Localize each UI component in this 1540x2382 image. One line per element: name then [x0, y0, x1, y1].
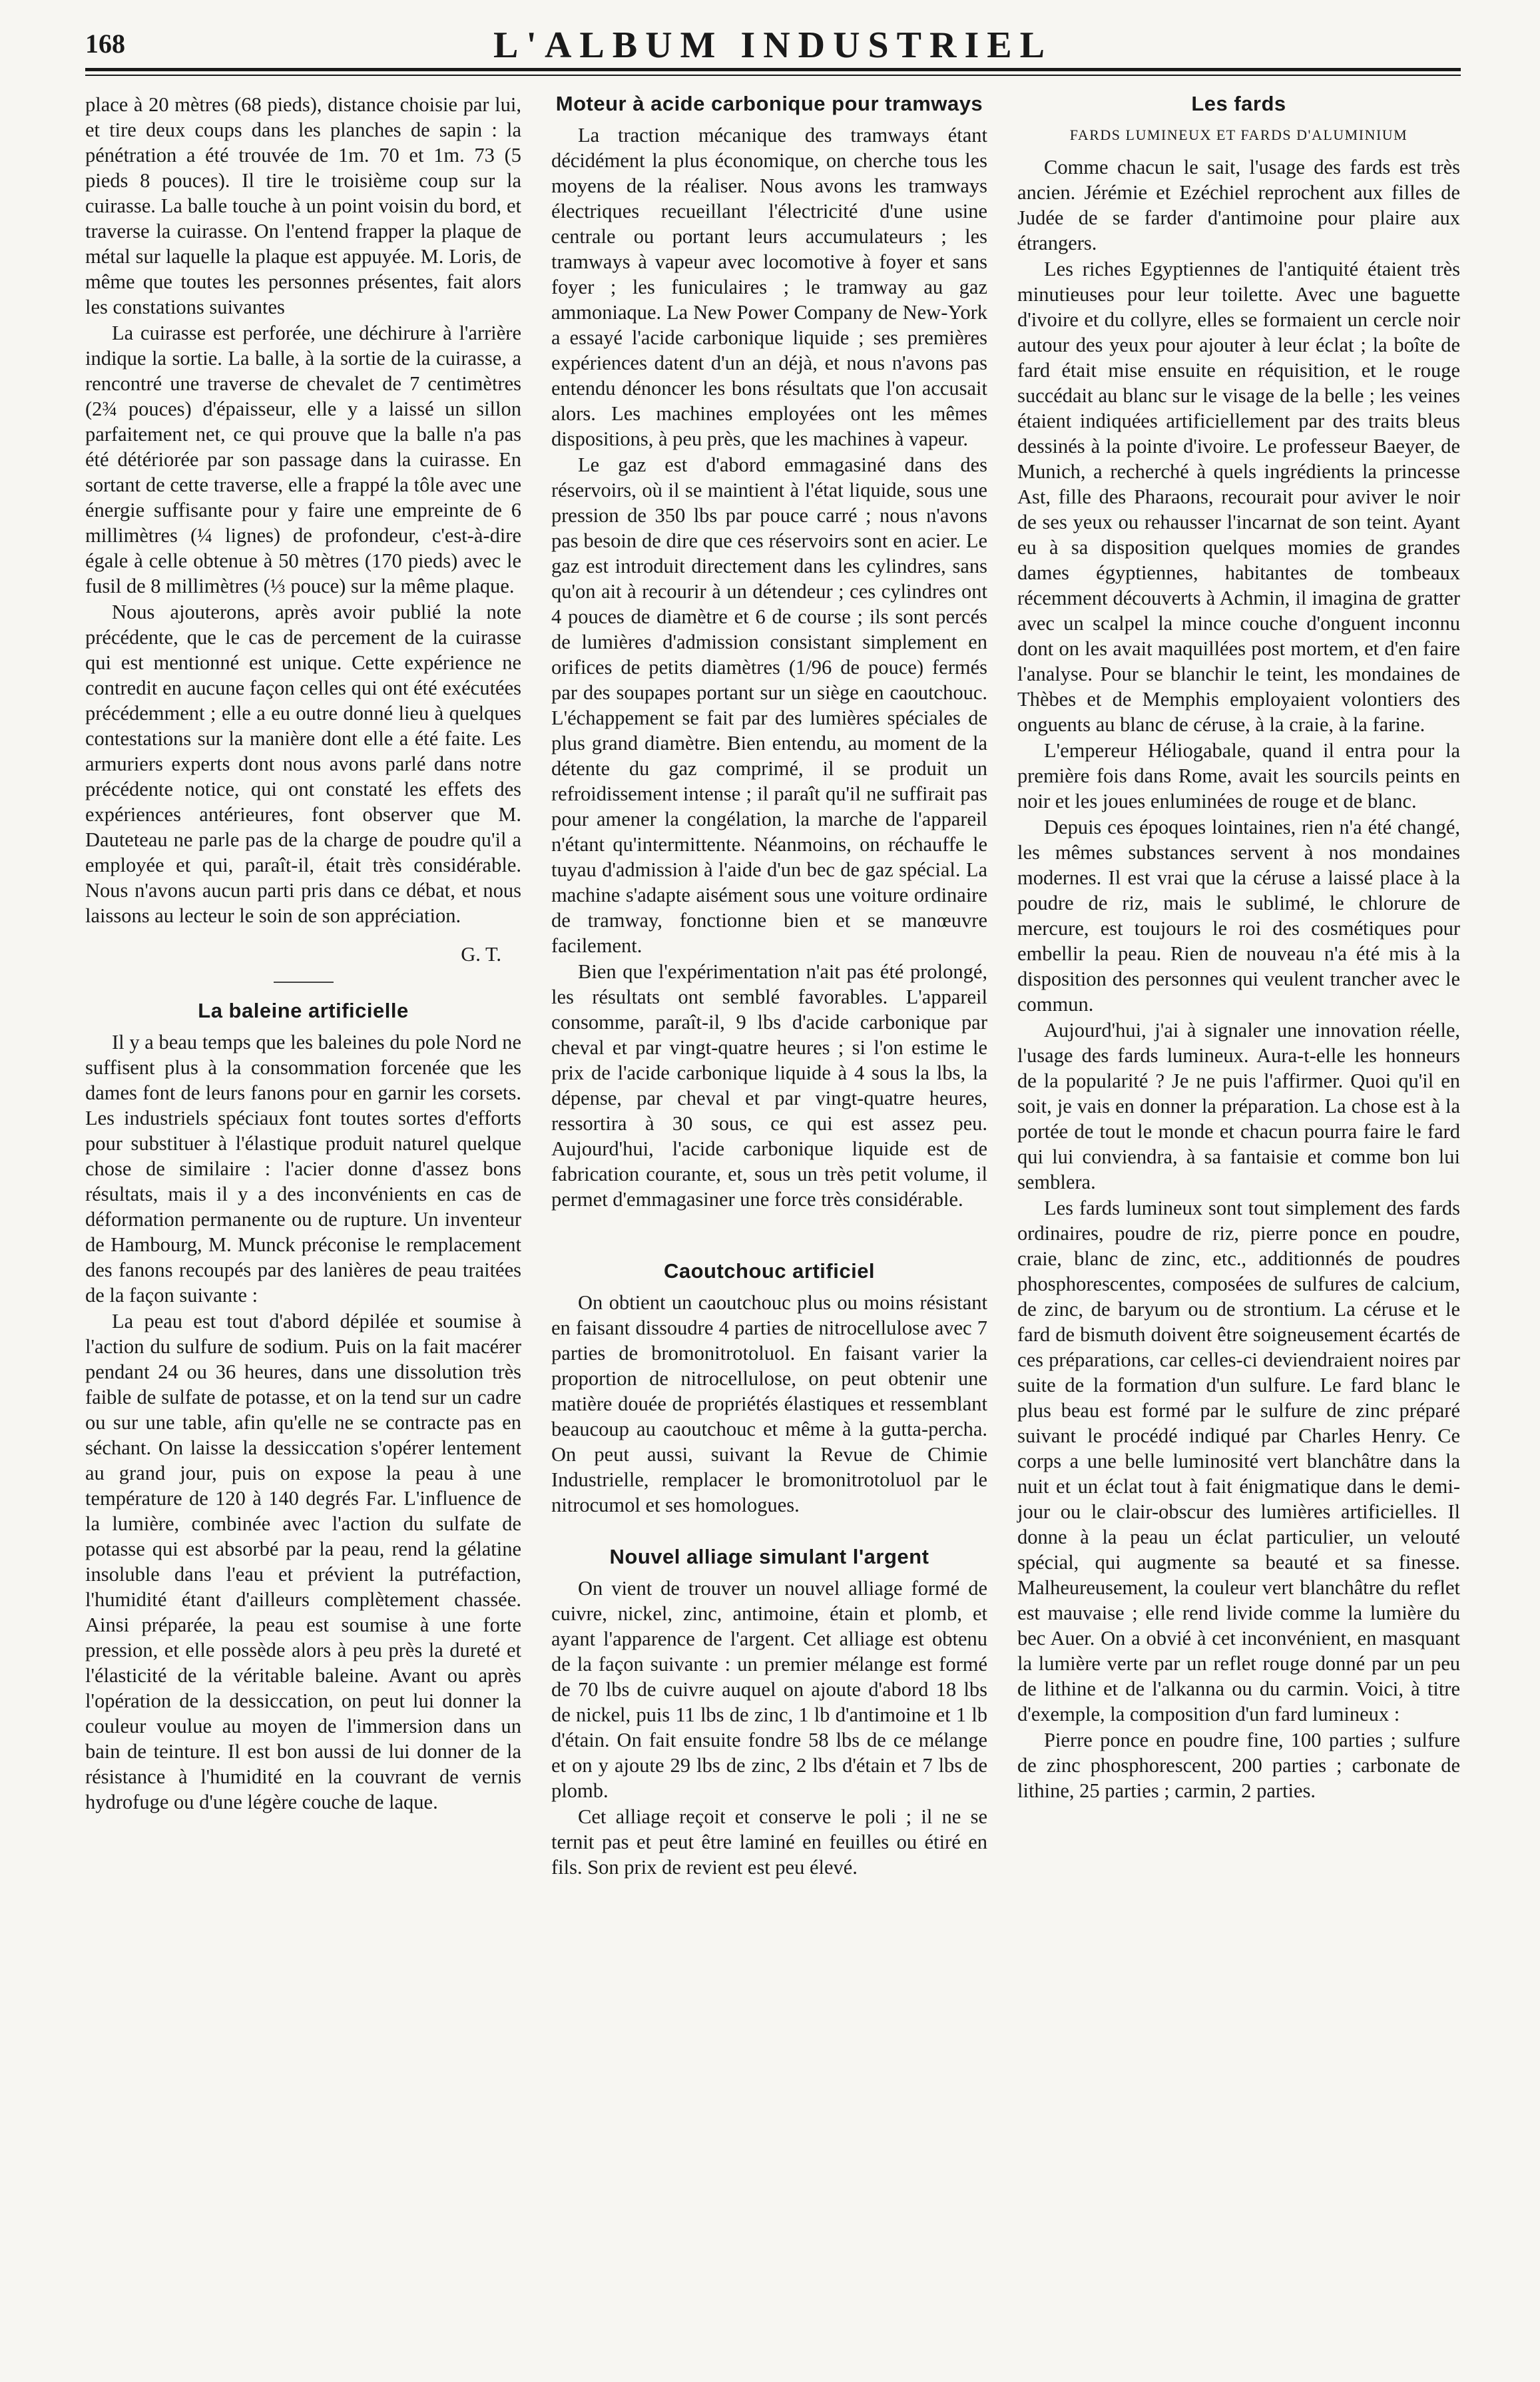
article-title: Caoutchouc artificiel	[663, 1259, 876, 1283]
spacer	[551, 1518, 987, 1545]
spacer	[551, 1213, 987, 1259]
paragraph: L'empereur Héliogabale, quand il entra pour la première fois dans Rome, avait les sourcils peints en noir et les joues enluminées de rouge et de blanc.	[1017, 739, 1460, 812]
article-title: Moteur à acide carbonique pour tramways	[555, 92, 983, 115]
paragraph: Aujourd'hui, j'ai à signaler une innovation réelle, l'usage des fards lumineux. Aura-t-elle les honneurs de la popularité ? Je ne puis l'affirmer. Quoi qu'il en soit, je vais en donner la préparation. La chose est à la portée de tout le monde et chacun pourra faire le fard qui lui conviendra, à sa fantaisie et comme bon lui semblera.	[1017, 1019, 1460, 1193]
paragraph: Depuis ces époques lointaines, rien n'a été changé, les mêmes substances servent à nos mondaines modernes. Il est vrai que la céruse a laissé place à la poudre de riz, mais le sublimé, le chlorure de mercure, est toujours le roi des cosmétiques pour embellir la peau. Rien de nouveau n'a été mis à la disposition des personnes qui veulent trancher avec le commun.	[1017, 816, 1460, 1016]
masthead-title: L'ALBUM INDUSTRIEL	[493, 25, 1053, 66]
column-middle	[551, 92, 987, 1881]
column-left	[85, 92, 521, 1815]
article-separator	[274, 982, 334, 983]
page-number: 168	[85, 29, 125, 59]
paragraph: Les riches Egyptiennes de l'antiquité étaient très minutieuses pour leur toilette. Avec une baguette d'ivoire et du collyre, elles se formaient un cercle noir autour des yeux pour ajouter à leur éclat ; la boîte de fard était mise ensuite en réquisition, et le rouge succédait au blanc sur le visage de la belle ; les veines étaient indiquées artificiellement par des traits bleus dessinés à la pointe d'ivoire. Le professeur Baeyer, de Munich, a recherché à quels ingrédients la princesse Ast, fille des Pharaons, recourait pour aviver le noir de ses yeux ou rehausser l'incarnat de son teint. Ayant eu à sa disposition quelques momies de grandes dames égyptiennes, habitantes de tombeaux récemment découverts à Achmin, il imagina de gratter avec un scalpel la mince couche d'onguent inconnu dont on les avait maquillées post mortem, et d'en faire l'analyse. Pour se blanchir le teint, les mondaines de Thèbes et de Memphis employaient volontiers des onguents au blanc de céruse, à la craie, à la farine.	[1017, 258, 1460, 736]
paragraph: Le gaz est d'abord emmagasiné dans des réservoirs, où il se maintient à l'état liquide, sous une pression de 350 lbs par pouce carré ; nous n'avons pas besoin de dire que ces réservoirs sont en acier. Le gaz est introduit directement dans les cylindres, sans qu'on ait à recourir à un détendeur ; ces cylindres ont 4 pouces de diamètre et 6 de course ; ils sont percés de lumières d'admission consistant simplement en orifices de petits diamètres (1/96 de pouce) fermés par des soupapes portant sur un siège en caoutchouc. L'échappement se fait par des lumières spéciales de plus grand diamètre. Bien entendu, au moment de la détente du gaz comprimé, il se produit un refroidissement intense ; il paraît qu'il ne suffirait pas pour amener la congélation, la marche de l'appareil n'étant qu'intermittente. Néanmoins, on réchauffe le tuyau d'admission à l'aide d'un bec de gaz spécial. La machine s'adapte aisément sous une voiture ordinaire de tramway, fonctionne bien et se manœuvre facilement.	[551, 453, 987, 957]
paragraph: Comme chacun le sait, l'usage des fards est très ancien. Jérémie et Ezéchiel reprochent aux filles de Judée de se farder d'antimoine pour plaire aux étrangers.	[1017, 156, 1460, 254]
page-header	[85, 24, 1461, 68]
paragraph: Bien que l'expérimentation n'ait pas été prolongé, les résultats ont semblé favorables. L'appareil consomme, paraît-il, 9 lbs d'acide carbonique par cheval et par vingt-quatre heures ; si l'on estime le prix de l'acide carbonique liquide à 4 sous la lbs, la dépense, par cheval et par vingt-quatre heures, ressortira à 30 sous, ce qui est assez peu. Aujourd'hui, l'acide carbonique liquide est de fabrication courante, et, sous un très petit volume, il permet d'emmagasiner une force très considérable.	[551, 960, 987, 1211]
paragraph: place à 20 mètres (68 pieds), distance choisie par lui, et tire deux coups dans les planches de sapin : la pénétration a été trouvée de 1m. 70 et 1m. 73 (5 pieds 8 pouces). Il tire le troisième coup sur la cuirasse. La balle touche à un point voisin du bord, et traverse la cuirasse. On l'entend frapper la plaque de métal sur laquelle la plaque est appuyée. M. Loris, de même que toutes les personnes présentes, fait alors les constations suivantes	[85, 93, 521, 318]
paragraph: La traction mécanique des tramways étant décidément la plus économique, on cherche tous les moyens de la réaliser. Nous avons les tramways électriques recueillant l'électricité d'une usine centrale ou portant leurs accumulateurs ; les tramways à vapeur avec locomotive à foyer et sans foyer ; les funiculaires ; le tramway au gaz ammoniaque. La New Power Company de New-York a essayé l'acide carbonique liquide ; ses premières expériences datent d'un an déjà, et nous n'avons pas entendu dénoncer les bons résultats que l'on accusait alors. Les machines employées ont les mêmes dispositions, à peu près, que les machines à vapeur.	[551, 124, 987, 450]
article-title: Les fards	[1191, 92, 1286, 115]
header-rule-thick	[85, 68, 1461, 71]
article-signature: G. T.	[461, 943, 501, 966]
paragraph: La peau est tout d'abord dépilée et soumise à l'action du sulfure de sodium. Puis on la fait macérer pendant 24 ou 36 heures, dans une dissolution très faible de sulfate de potasse, et on la tend sur un cadre ou sur une table, afin qu'elle ne se contracte pas en séchant. On laisse la dessiccation s'opérer lentement au grand jour, puis on expose la peau à une température de 120 à 140 degrés Far. L'influence de la lumière, combinée avec l'action du sulfate de potasse qui est absorbé par la peau, rend la gélatine insoluble dans l'eau et prévient la putréfaction, l'humidité étant d'ailleurs complètement chassée. Ainsi préparée, la peau est soumise à une forte pression, et elle possède alors à peu près la dureté et l'élasticité de la véritable baleine. Avant ou après l'opération de la dessiccation, on peut lui donner la couleur voulue au moyen de l'immersion dans un bain de teinture. Il est bon aussi de lui donner de la résistance à l'humidité en la couvrant de vernis hydrofuge ou d'une légère couche de laque.	[85, 1310, 521, 1813]
paragraph: Il y a beau temps que les baleines du pole Nord ne suffisent plus à la consommation forcenée que les dames font de leurs fanons pour en garnir les corsets. Les industriels spéciaux font toutes sortes d'efforts pour substituer à l'élastique produit naturel quelque chose de similaire : l'acier donne d'assez bons résultats, mais il y a des inconvénients en cas de déformation permanente ou de rupture. Un inventeur de Hambourg, M. Munck préconise le remplacement des fanons recoupés par des lanières de peau traitées de la façon suivante :	[85, 1031, 521, 1307]
header-rule-thin	[85, 75, 1461, 76]
article-subtitle: FARDS LUMINEUX ET FARDS D'ALUMINIUM	[1069, 127, 1408, 143]
paragraph: Cet alliage reçoit et conserve le poli ; il ne se ternit pas et peut être laminé en feuilles ou étiré en fils. Son prix de revient est peu élevé.	[551, 1805, 987, 1879]
paragraph: On vient de trouver un nouvel alliage formé de cuivre, nickel, zinc, antimoine, étain et plomb, et ayant l'apparence de l'argent. Cet alliage est obtenu de la façon suivante : un premier mélange est formé de 70 lbs de cuivre auquel on ajoute d'abord 18 lbs de nickel, puis 11 lbs de zinc, 1 lb d'antimoine et 1 lb d'étain. On fait ensuite fondre 58 lbs de ce mélange et on y ajoute 29 lbs de zinc, 2 lbs d'étain et 7 lbs de plomb.	[551, 1577, 987, 1802]
column-right	[1017, 92, 1460, 1804]
paragraph: On obtient un caoutchouc plus ou moins résistant en faisant dissoudre 4 parties de nitrocellulose avec 7 parties de bromonitrotoluol. En faisant varier la proportion de nitrocellulose, on peut obtenir une matière douée de propriétés élastiques et ressemblant beaucoup au caoutchouc et même à la gutta-percha. On peut aussi, suivant la Revue de Chimie Industrielle, remplacer le bromonitrotoluol par le nitrocumol et ses homologues.	[551, 1291, 987, 1516]
article-title: Nouvel alliage simulant l'argent	[609, 1545, 929, 1568]
paragraph: Nous ajouterons, après avoir publié la note précédente, que le cas de percement de la cuirasse qui est mentionné est unique. Cette expérience ne contredit en aucune façon celles qui ont été exécutées précédemment ; elle a eu outre donné lieu à quelques contestations sur la manière dont elle a été faite. Les armuriers experts dont nous avons parlé dans notre précédente notice, qui ont constaté les effets des expériences antérieures, font observer que M. Dauteteau ne parle pas de la charge de poudre qu'il a employée et qui, paraît-il, était très considérable. Nous n'avons aucun parti pris dans ce débat, et nous laissons au lecteur le soin de son appréciation.	[85, 601, 521, 927]
paragraph: Les fards lumineux sont tout simplement des fards ordinaires, poudre de riz, pierre ponce en poudre, craie, blanc de zinc, etc., additionnés de poudres phosphorescentes, composées de sulfures de calcium, de zinc, de baryum ou de strontium. La céruse et le fard de bismuth doivent être soigneusement écartés de ces préparations, car celles-ci deviendraient noires par suite de la formation d'un sulfure. Le fard blanc le plus beau est formé par le sulfure de zinc préparé suivant le procédé indiqué par Charles Henry. Ce corps a une belle luminosité vert blanchâtre dans la nuit et un éclat tout à fait énigmatique dans le demi-jour ou le clair-obscur des lumières artificielles. Il donne à la peau un éclat particulier, un velouté spécial, qui augmente sa beauté et sa finesse. Malheureusement, la couleur vert blanchâtre du reflet est mauvaise ; elle rend livide comme la lumière du bec Auer. On a obvié à cet inconvénient, en masquant la lumière verte par un reflet rouge donné par un peu de lithine et de l'alkanna ou du carmin. Voici, à titre d'exemple, la composition d'un fard lumineux :	[1017, 1197, 1460, 1725]
article-title: La baleine artificielle	[198, 999, 409, 1022]
paragraph: Pierre ponce en poudre fine, 100 parties ; sulfure de zinc phosphorescent, 200 parties ; carbonate de lithine, 25 parties ; carmin, 2 parties.	[1017, 1729, 1460, 1802]
paragraph: La cuirasse est perforée, une déchirure à l'arrière indique la sortie. La balle, à la sortie de la cuirasse, a rencontré une traverse de chevalet de 7 centimètres (2¾ pouces) d'épaisseur, elle y a laissé un sillon parfaitement net, ce qui prouve que la balle n'a pas été détériorée par son passage dans la cuirasse. En sortant de cette traverse, elle a frappé la tôle avec une énergie suffisante pour y faire une empreinte de 6 millimètres (¼ lignes) de profondeur, c'est-à-dire égale à celle obtenue à 50 mètres (170 pieds) avec le fusil de 8 millimètres (⅓ pouce) sur la même plaque.	[85, 322, 521, 597]
